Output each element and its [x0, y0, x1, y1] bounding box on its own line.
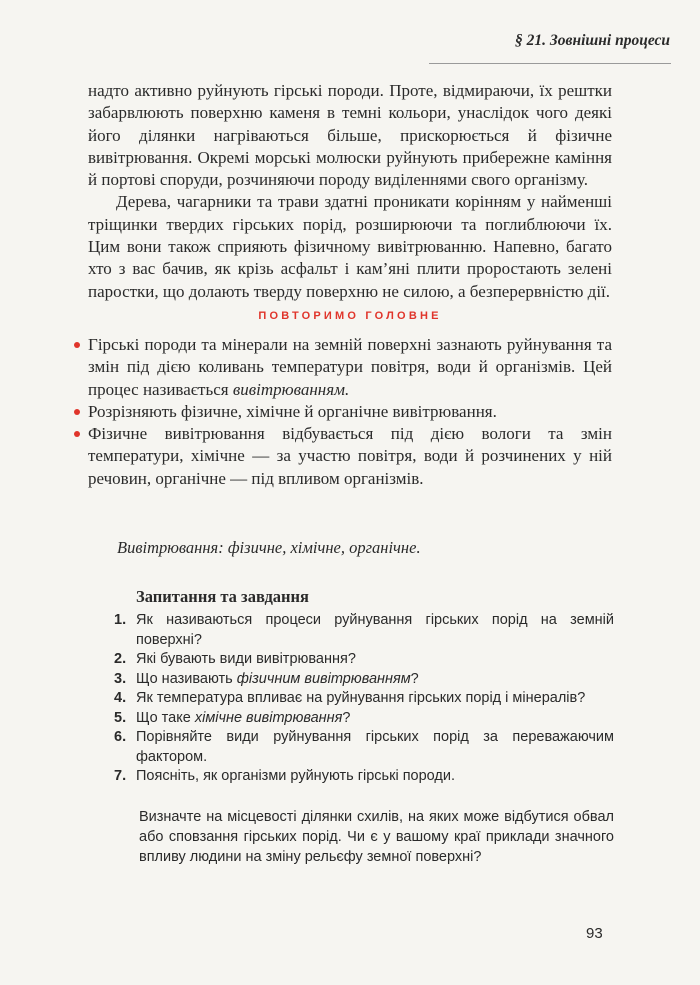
field-task: Визначте на місцевості ділянки схилів, на яких може відбутися обвал або сповзання гірських порід. Чи є у вашому краї приклади значного впливу людини на зміну рельєфу земної поверхні? [139, 809, 614, 865]
question-term: хімічне вивітрювання [194, 709, 343, 726]
question-text: Що називають [136, 670, 237, 687]
bullet-icon [74, 431, 80, 437]
question-item [114, 670, 614, 690]
summary-list [74, 334, 612, 490]
question-number: 3. [114, 670, 127, 687]
question-number: 4. [114, 690, 127, 706]
bullet-icon [74, 342, 80, 348]
question-text-end: ? [410, 670, 419, 687]
paragraph: Дерева, чагарники та трави здатні проникати корінням у найменші тріщинки твердих гірських порід, розширюючи та поглиблюючи їх. Цим вони також сприяють фізичному вивітрюванню. Напевно, багато хто з вас бачив, як крізь асфальт і кам’яні плити проростають зелені паростки, що долають тверду поверхню не силою, а безперервністю дії. [88, 192, 612, 301]
bullet-icon [74, 409, 80, 415]
question-text: Порівняйте види руйнування гірських порід за переважаючим фактором. [136, 729, 614, 765]
summary-item-text: Розрізняють фізичне, хімічне й органічне вивітрювання. [88, 401, 497, 421]
questions-list [114, 611, 614, 787]
summary-item-text: Фізичне вивітрювання відбувається під дією вологи та змін температури, хімічне — за участю повітря, води й розчинених у ній речовин, органічне — під впливом організмів. [88, 424, 612, 488]
question-text: Як температура впливає на руйнування гірських порід і мінералів? [136, 690, 586, 706]
section-header: § 21. Зовнішні процеси [515, 32, 670, 49]
summary-item [74, 334, 612, 401]
question-item [114, 728, 614, 767]
summary-item-text: Гірські породи та мінерали на земній поверхні зазнають руйнування та змін під дією коливань температури повітря, води й організмів. Цей процес називається [88, 335, 612, 399]
question-number: 2. [114, 651, 127, 667]
paragraph: надто активно руйнують гірські породи. Проте, відмираючи, їх рештки забарвлюють поверхню каменя в темні кольори, унаслідок чого деякі його ділянки нагріваються більше, прискорюється й фізичне вивітрювання. Окремі морські молюски руйнують прибережне каміння й портові споруди, розчиняючи породу виділеннями свого організму. [88, 81, 612, 190]
question-text: Які бувають види вивітрювання? [136, 651, 356, 667]
question-text: Що таке [136, 709, 195, 726]
question-text-end: ? [342, 709, 351, 726]
keywords: Вивітрювання: фізичне, хімічне, органічне. [117, 538, 421, 557]
question-item [114, 650, 614, 670]
question-number: 7. [114, 768, 127, 784]
question-item [114, 689, 614, 709]
question-item [114, 767, 614, 787]
question-text: Поясніть, як організми руйнують гірські породи. [136, 768, 456, 784]
question-number: 1. [114, 612, 127, 628]
question-item [114, 709, 614, 729]
header-divider [429, 63, 671, 64]
question-number: 5. [114, 709, 127, 726]
body-text [88, 80, 612, 303]
summary-item [74, 401, 612, 423]
question-text: Як називаються процеси руйнування гірських порід на земній поверхні? [136, 612, 614, 648]
question-term: фізичним вивітрюванням [236, 670, 411, 687]
summary-heading: ПОВТОРИМО ГОЛОВНЕ [258, 310, 442, 322]
summary-item [74, 423, 612, 490]
page-number: 93 [586, 925, 603, 942]
question-item [114, 611, 614, 650]
questions-title: Запитання та завдання [136, 587, 309, 606]
question-number: 6. [114, 729, 127, 745]
summary-item-emphasis: вивітрюванням. [232, 379, 350, 399]
